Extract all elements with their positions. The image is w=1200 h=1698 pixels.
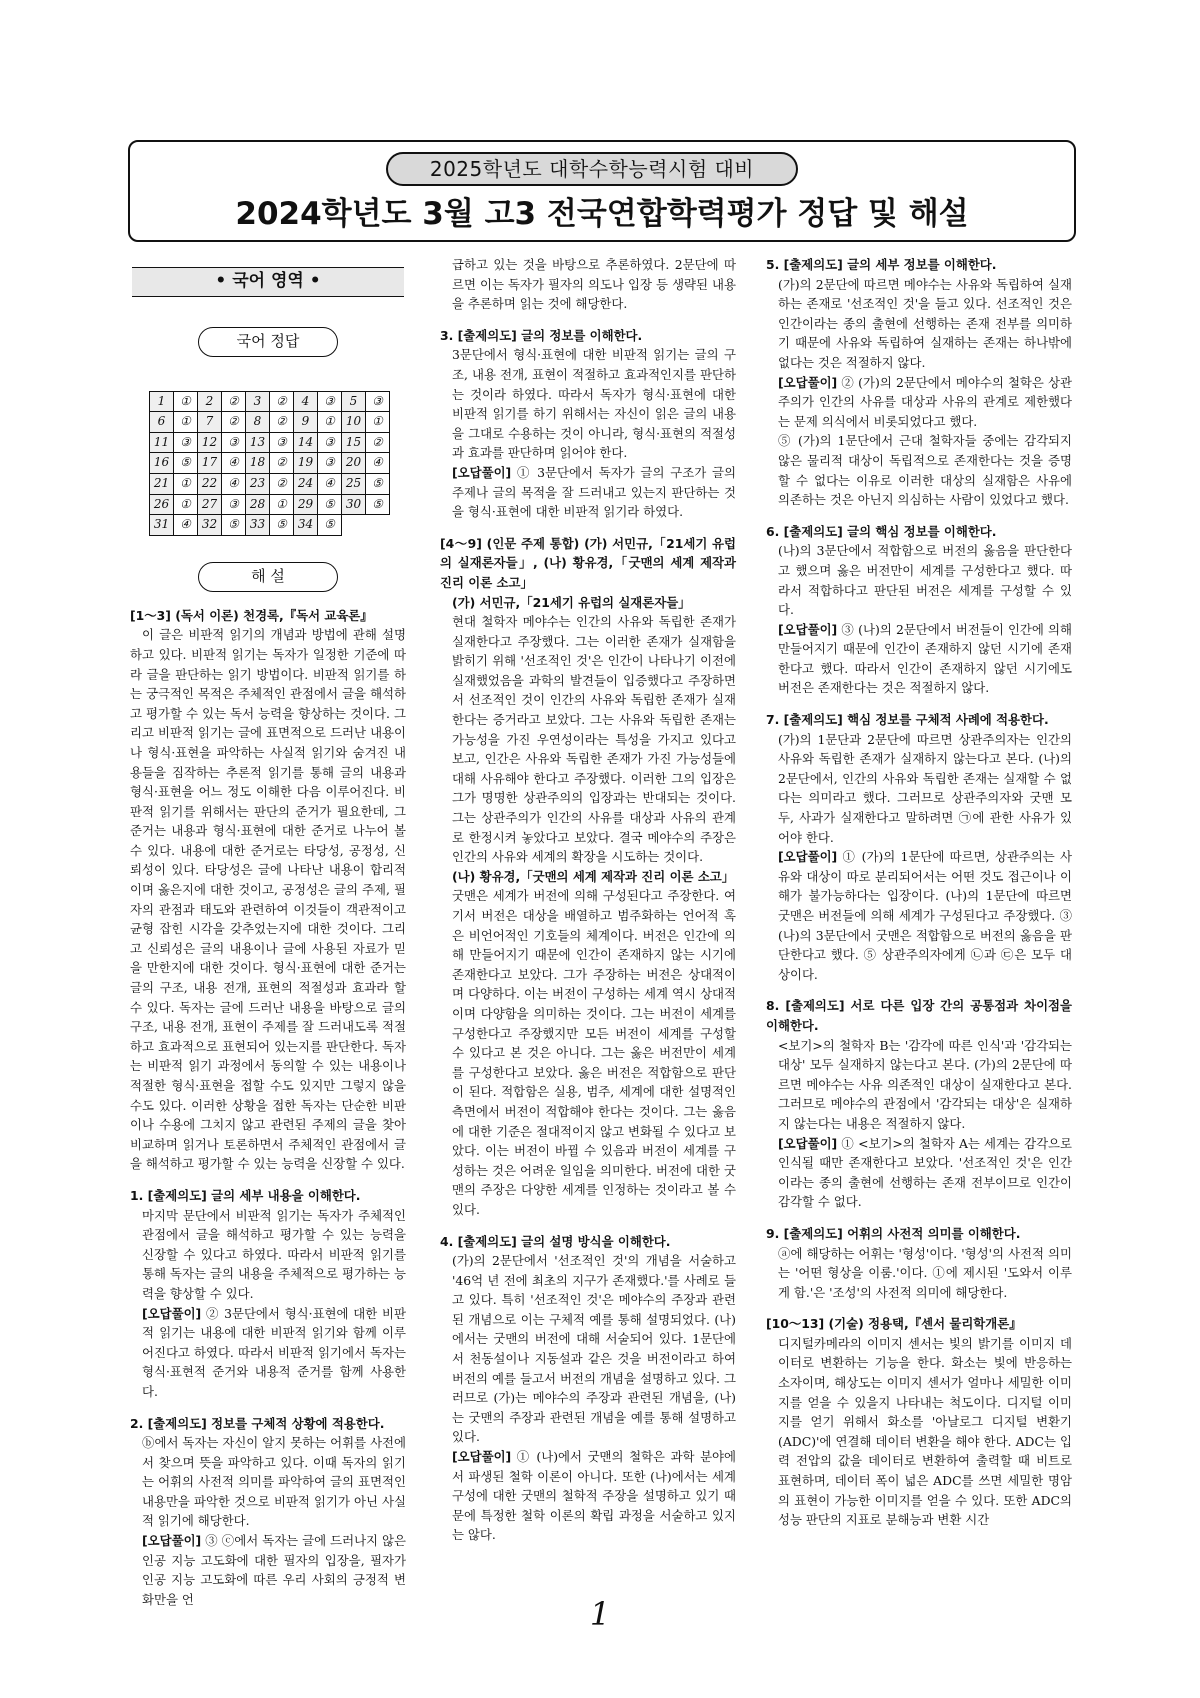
answer-choice: ① [174,412,198,433]
question-9-body: ⓐ에 해당하는 어휘는 '형성'이다. '형성'의 사전적 의미는 '어떤 형상을 이룸.'이다. ①에 제시된 '도와서 이루게 함.'은 '조성'의 사전적 의미에 해당한다. [778,1245,1072,1300]
wrong-answer-label: [오답풀이] [142,1533,202,1549]
page-title: 2024학년도 3월 고3 전국연합학력평가 정답 및 해설 [235,196,969,232]
question-5-wrong-answers [766,373,1072,432]
question-number: 23 [246,473,270,494]
question-number: 16 [150,453,174,474]
question-number: 2 [198,391,222,412]
wrong-answer-label: [오답풀이] [452,464,512,480]
question-4-heading: 4. [출제의도] 글의 설명 방식을 이해한다. [440,1233,671,1249]
question-9-heading: 9. [출제의도] 어휘의 사전적 의미를 이해한다. [766,1225,1021,1241]
wrong-answer-label: [오답풀이] [778,1135,838,1151]
question-number: 20 [342,453,366,474]
question-1-body: 마지막 문단에서 비판적 읽기는 독자가 주체적인 관점에서 글을 해석하고 평가할 수 있는 능력을 신장할 수 있다고 하였다. 따라서 비판적 읽기를 통해 독자는 글의 내용을 주체적으로 평가하는 능력을 향상할 수 있다. [142,1207,406,1301]
wrong-answer-text: ① 3문단에서 독자가 글의 구조가 글의 주제나 글의 목적을 잘 드러내고 있는지 판단하는 것을 형식·표현에 대한 비판적 읽기라 하였다. [452,464,736,520]
column-2 [440,255,736,1545]
answer-choice: ⑤ [174,453,198,474]
answer-choice: ② [222,391,246,412]
context-heading-4-9: [4～9] (인문 주제 통합) (가) 서민규,「21세기 유럽의 실재론자들」, (나) 황유경,「굿맨의 세계 제작과 진리 이론 소고」 [440,535,736,590]
answer-choice: ① [174,494,198,515]
question-number: 27 [198,494,222,515]
wrong-answer-label: [오답풀이] [452,1449,512,1465]
answer-choice: ② [270,391,294,412]
question-2-heading: 2. [출제의도] 정보를 구체적 상황에 적용한다. [130,1415,385,1431]
answer-choice: ① [174,473,198,494]
wrong-answer-text: ③ (나)의 2문단에서 버전들이 인간에 의해 만들어지기 때문에 인간이 존재하지 않던 시기에 존재한다고 했다. 따라서 인간이 존재하지 않던 시기에도 버전은 존재한다는 것은 적절하지 않다. [778,621,1072,696]
answer-table [149,391,390,536]
answer-choice: ④ [174,515,198,536]
question-number: 1 [150,391,174,412]
context-subheading-b: (나) 황유경,「굿맨의 세계 제작과 진리 이론 소고」 [452,868,735,884]
question-5-body: (가)의 2문단에 따르면 메야수는 사유와 독립하여 실재하는 존재로 '선조적인 것'을 들고 있다. 선조적인 것은 인간이라는 종의 출현에 선행하는 존재 전부를 의미하기 때문에 사유와 독립하여 실재하는 존재는 하나밖에 없다는 것은 적절하지 않다. [778,276,1072,370]
question-7-body: (가)의 1문단과 2문단에 따르면 상관주의자는 인간의 사유와 독립한 존재가 실재하지 않는다고 본다. (나)의 2문단에서, 인간의 사유와 독립한 존재는 실재할 수 없다는 의미라고 했다. 그러므로 상관주의자와 굿맨 모두, 사과가 실재한다고 말하려면 ㉠에 관한 사유가 있어야 한다. [778,731,1072,845]
wrong-answer-label: [오답풀이] [778,374,838,390]
question-number: 26 [150,494,174,515]
question-2-body: ⓑ에서 독자는 자신이 알지 못하는 어휘를 사전에서 찾으며 뜻을 파악하고 있다. 이때 독자의 읽기는 어휘의 사전적 의미를 파악하여 글의 표면적인 내용만을 파악한 것으로 비판적 읽기가 아닌 사실적 읽기에 해당한다. [142,1435,406,1529]
context-heading-10-13: [10～13] (기술) 정용택,『센서 물리학개론』 [766,1316,1022,1332]
question-number: 29 [294,494,318,515]
question-number: 5 [342,391,366,412]
question-3-body: 3문단에서 형식·표현에 대한 비판적 읽기는 글의 구조, 내용 전개, 표현이 적절하고 효과적인지를 판단하는 것이라 하였다. 따라서 독자가 형식·표현에 대한 비판적 읽기를 하기 위해서는 자신이 읽은 글의 내용을 그대로 수용하는 것이 아니라, 형식·표현의 적절성과 효과를 판단하며 읽어야 한다. [452,347,736,461]
answer-choice: ⑤ [366,494,390,515]
column-1 [130,255,406,1609]
question-8-wrong-answers [766,1134,1072,1212]
question-8-body: <보기>의 철학자 B는 '감각에 따른 인식'과 '감각되는 대상' 모두 실재하지 않는다고 본다. (가)의 2문단에 따르면 메야수는 사유 의존적인 대상이 실재한다고 본다. 그러므로 메야수의 관점에서 '감각되는 대상'은 실재하지 않는다는 내용은 적절하지 않다. [778,1037,1072,1131]
wrong-answer-label: [오답풀이] [142,1305,202,1321]
column-3 [766,255,1072,1530]
question-6-body: (나)의 3문단에서 적합함으로 버전의 옳음을 판단한다고 했으며 옳은 버전만이 세계를 구성한다고 했다. 따라서 적합하다고 판단된 버전은 세계를 구성할 수 있다. [778,543,1072,618]
question-number: 33 [246,515,270,536]
question-number: 3 [246,391,270,412]
question-number: 24 [294,473,318,494]
question-number: 4 [294,391,318,412]
answer-choice: ④ [222,473,246,494]
context-body-10-13: 디지털카메라의 이미지 센서는 빛의 밝기를 이미지 데이터로 변환하는 기능을 한다. 화소는 빛에 반응하는 소자이며, 해상도는 이미지 센서가 얼마나 세밀한 이미지를 얻을 수 있을지 나타내는 척도이다. 디지털 이미지를 얻기 위해서 화소를 '아날로그 디지털 변환기(ADC)'에 연결해 데이터 변환을 해야 한다. ADC는 입력 전압의 값을 데이터로 변환하여 출력할 때 비트로 표현하며, 데이터 폭이 넓은 ADC를 쓰면 세밀한 명암의 표현이 가능한 이미지를 얻을 수 있다. 또한 ADC의 성능 판단의 지표로 분해능과 변환 시간 [778,1335,1072,1528]
question-number: 11 [150,432,174,453]
question-number: 30 [342,494,366,515]
answer-row [150,391,390,412]
section-banner: • 국어 영역 • [132,267,404,297]
question-number: 14 [294,432,318,453]
context-body-a: 현대 철학자 메야수는 인간의 사유와 독립한 존재가 실재한다고 주장했다. 그는 이러한 존재가 실재함을 밝히기 위해 '선조적인 것'은 인간이 나타나기 이전에 실재했었음을 과학의 발견들이 입증했다고 주장하면서 선조적인 것이 인간의 사유와 독립한 존재가 실재한다는 증거라고 보았다. 그는 사유와 독립한 존재는 가능성을 가진 우연성이라는 특성을 가지고 있다고 보고, 인간은 사유와 독립한 존재가 가진 가능성들에 대해 사유해야 한다고 주장했다. 이러한 그의 입장은 그가 명명한 상관주의의 입장과는 반대되는 것이다. 그는 상관주의가 인간의 사유를 대상과 사유의 관계로 한정시켜 놓았다고 보았다. 결국 메야수의 주장은 인간의 사유와 세계의 확장을 시도하는 것이다. [452,614,736,865]
wrong-answer-text: ① (가)의 1문단에 따르면, 상관주의는 사유와 대상이 따로 분리되어서는 어떤 것도 접근이나 이해가 불가능하다는 입장이다. (나)의 1문단에 따르면 굿맨은 버전들에 의해 세계가 구성된다고 주장했다. ③ (나)의 3문단에서 굿맨은 적합함으로 버전의 옳음을 판단한다고 했다. ⑤ 상관주의자에게 ㉡과 ㉢은 모두 대상이다. [778,849,1072,982]
answer-choice: ③ [270,432,294,453]
answer-row [150,432,390,453]
question-number: 6 [150,412,174,433]
context-heading-1-3: [1～3] (독서 이론) 천경록,『독서 교육론』 [130,607,373,623]
wrong-answer-text: ② 3문단에서 형식·표현에 대한 비판적 읽기는 내용에 대한 비판적 읽기와 함께 이루어진다고 하였다. 따라서 비판적 읽기에서 독자는 형식·표현적 준거와 내용적 준거를 함께 사용한다. [142,1305,406,1399]
page-number: 1 [589,1595,611,1633]
answer-choice: ② [366,432,390,453]
question-1-heading: 1. [출제의도] 글의 세부 내용을 이해한다. [130,1187,361,1203]
wrong-answer-text: ① (나)에서 굿맨의 철학은 과학 분야에서 파생된 철학 이론이 아니다. 또한 (나)에서는 세계 구성에 대한 굿맨의 철학적 주장을 설명하고 있기 때문에 특정한 철학 이론의 확립 과정을 서술하고 있지는 않다. [452,1449,736,1543]
question-4-body: (가)의 2문단에서 '선조적인 것'의 개념을 서술하고 '46억 년 전에 최초의 지구가 존재했다.'를 사례로 들고 있다. 특히 '선조적인 것'은 메야수의 주장과 관련된 개념으로 이는 구체적 예를 통해 설명되었다. (나)에서는 굿맨의 버전에 대해 서술되어 있다. 1문단에서 천동설이나 지동설과 같은 것을 버전이라고 하여 버전의 예를 들고서 버전의 개념을 설명하고 있다. 그러므로 (가)는 메야수의 주장과 관련된 개념을, (나)는 굿맨의 주장과 관련된 개념을 예를 통해 설명하고 있다. [452,1253,736,1445]
empty-cell [342,515,366,536]
answer-row [150,473,390,494]
wrong-answer-text: ③ ⓒ에서 독자는 글에 드러나지 않은 인공 지능 고도화에 대한 필자의 입장을, 필자가 인공 지능 고도화에 따른 우리 사회의 긍정적 변화만을 언 [142,1533,406,1607]
context-body-b: 굿맨은 세계가 버전에 의해 구성된다고 주장한다. 여기서 버전은 대상을 배열하고 범주화하는 언어적 혹은 비언어적인 기호들의 체계이다. 버전은 인간에 의해 만들어지기 때문에 인간이 존재하지 않는 시기에 존재한다고 보았다. 그가 주장하는 버전은 상대적이며 다양하다. 이는 버전이 구성하는 세계 역시 상대적이며 다양함을 의미하는 것이다. 그는 버전이 세계를 구성한다고 주장했지만 모든 버전이 세계를 구성할 수 있다고 본 것은 아니다. 그는 옳은 버전만이 세계를 구성한다고 보았다. 옳은 버전은 적합함으로 판단이 된다. 적합함은 실용, 범주, 세계에 대한 설명적인 측면에서 버전이 적합해야 한다는 것이다. 그는 옳음에 대한 기준은 절대적이지 않고 변화될 수 있다고 보았다. 이는 버전이 바뀔 수 있음과 버전이 세계를 구성하는 것은 어려운 일임을 의미한다. 버전에 대한 굿맨의 주장은 다양한 세계를 인정하는 것이라고 볼 수 있다. [452,888,736,1217]
answer-choice: ③ [222,432,246,453]
answer-choice: ③ [318,432,342,453]
question-number: 32 [198,515,222,536]
wrong-answer-label: [오답풀이] [778,621,838,637]
question-number: 25 [342,473,366,494]
answer-choice: ① [318,412,342,433]
answer-choice: ③ [318,453,342,474]
question-number: 13 [246,432,270,453]
header-subtitle: 2025학년도 대학수학능력시험 대비 [386,152,798,186]
question-number: 8 [246,412,270,433]
answer-row [150,412,390,433]
answer-choice: ⑤ [366,473,390,494]
wrong-answer-text: ① <보기>의 철학자 A는 세계는 감각으로 인식될 때만 존재한다고 보았다. '선조적인 것'은 인간이라는 종의 출현에 선행하는 존재 전부이므로 인간이 감각할 수 없다. [778,1135,1072,1210]
answer-choice: ① [270,494,294,515]
answer-choice: ⑤ [222,515,246,536]
question-2-continuation: 급하고 있는 것을 바탕으로 추론하였다. 2문단에 따르면 이는 독자가 필자의 의도나 입장 등 생략된 내용을 추론하며 읽는 것에 해당한다. [452,257,736,312]
answer-row [150,494,390,515]
question-7-heading: 7. [출제의도] 핵심 정보를 구체적 사례에 적용한다. [766,712,1049,728]
question-number: 17 [198,453,222,474]
question-1-wrong-answers [130,1304,406,1402]
context-body-1-3: 이 글은 비판적 읽기의 개념과 방법에 관해 설명하고 있다. 비판적 읽기는 독자가 일정한 기준에 따라 글을 판단하는 읽기 방법이다. 비판적 읽기를 하는 궁극적인 목적은 주체적인 관점에서 글을 해석하고 평가할 수 있는 독서 능력을 향상하는 것이다. 그리고 비판적 읽기는 글에 표면적으로 드러난 내용이나 형식·표현을 파악하는 사실적 읽기와 숨겨진 내용들을 짐작하는 추론적 읽기를 통해 글의 내용과 형식·표현을 어느 정도 이해한 다음 이루어진다. 비판적 읽기를 위해서는 판단의 준거가 필요한데, 그 준거는 내용과 형식·표현에 대한 준거로 나누어 볼 수 있다. 내용에 대한 준거로는 타당성, 공정성, 신뢰성이 있다. 타당성은 글에 나타난 내용이 합리적이며 옳은지에 대한 것이고, 공정성은 글의 주제, 필자의 관점과 태도와 관련하여 이것들이 객관적이고 균형 잡힌 시각을 갖추었는지에 대한 것이다. 그리고 신뢰성은 글의 내용이나 글에 사용된 자료가 믿을 만한지에 대한 것이다. 형식·표현에 대한 준거는 글의 구조, 내용 전개, 표현의 적절성과 효과라 할 수 있다. 독자는 글에 드러난 내용을 바탕으로 글의 구조, 내용 전개, 표현이 주제를 잘 드러내도록 적절하고 효과적으로 표현되어 있는지를 판단한다. 독자는 비판적 읽기 과정에서 동의할 수 있는 내용이나 적절한 형식·표현을 접할 수도 있지만 그렇지 않을 수도 있다. 이러한 상황을 접한 독자는 단순한 비판이나 수용에 그치지 않고 관련된 주제의 글을 찾아 비교하며 읽거나 토론하면서 주체적인 관점에서 글을 해석하고 평가할 수 있는 능력을 신장할 수 있다. [130,627,406,1172]
question-number: 10 [342,412,366,433]
answer-choice: ② [270,473,294,494]
context-subheading-a: (가) 서민규,「21세기 유럽의 실재론자들」 [452,594,691,610]
question-4-wrong-answers [440,1447,736,1545]
answer-choice: ④ [222,453,246,474]
answer-choice: ③ [318,391,342,412]
question-number: 19 [294,453,318,474]
question-number: 31 [150,515,174,536]
answer-choice: ③ [174,432,198,453]
answer-choice: ② [222,412,246,433]
question-number: 7 [198,412,222,433]
question-5-wrong-answers-2: ⑤ (가)의 1문단에서 근대 철학자들 중에는 감각되지 않은 물리적 대상이 독립적으로 존재한다는 것을 증명할 수 없다는 이유로 이러한 대상의 실재함은 사유에 의존하는 것은 아닌지 의심하는 사람이 있었다고 했다. [778,433,1072,508]
answer-choice: ② [270,412,294,433]
question-5-heading: 5. [출제의도] 글의 세부 정보를 이해한다. [766,257,997,272]
question-6-heading: 6. [출제의도] 글의 핵심 정보를 이해한다. [766,523,997,539]
answers-pill: 국어 정답 [198,327,338,357]
answer-choice: ④ [366,453,390,474]
answer-choice: ⑤ [270,515,294,536]
answer-choice: ③ [222,494,246,515]
answer-choice: ⑤ [318,515,342,536]
question-7-wrong-answers [766,847,1072,984]
question-number: 15 [342,432,366,453]
answer-choice: ③ [366,391,390,412]
question-number: 18 [246,453,270,474]
answer-row [150,453,390,474]
question-number: 9 [294,412,318,433]
answer-choice: ② [270,453,294,474]
question-6-wrong-answers [766,620,1072,698]
answer-choice: ⑤ [318,494,342,515]
question-3-heading: 3. [출제의도] 글의 정보를 이해한다. [440,327,643,343]
question-number: 28 [246,494,270,515]
question-number: 21 [150,473,174,494]
empty-cell [366,515,390,536]
question-3-wrong-answers [440,463,736,522]
question-number: 12 [198,432,222,453]
commentary-pill: 해 설 [198,562,338,592]
question-8-heading: 8. [출제의도] 서로 다른 입장 간의 공통점과 차이점을 이해한다. [766,998,1072,1033]
question-number: 22 [198,473,222,494]
wrong-answer-text: ② (가)의 2문단에서 메야수의 철학은 상관주의가 인간의 사유를 대상과 사유의 관계로 제한했다는 문제 의식에서 비롯되었다고 했다. [778,374,1072,429]
wrong-answer-label: [오답풀이] [778,849,838,865]
answer-choice: ① [174,391,198,412]
answer-row [150,515,390,536]
question-number: 34 [294,515,318,536]
answer-choice: ④ [318,473,342,494]
answer-choice: ① [366,412,390,433]
